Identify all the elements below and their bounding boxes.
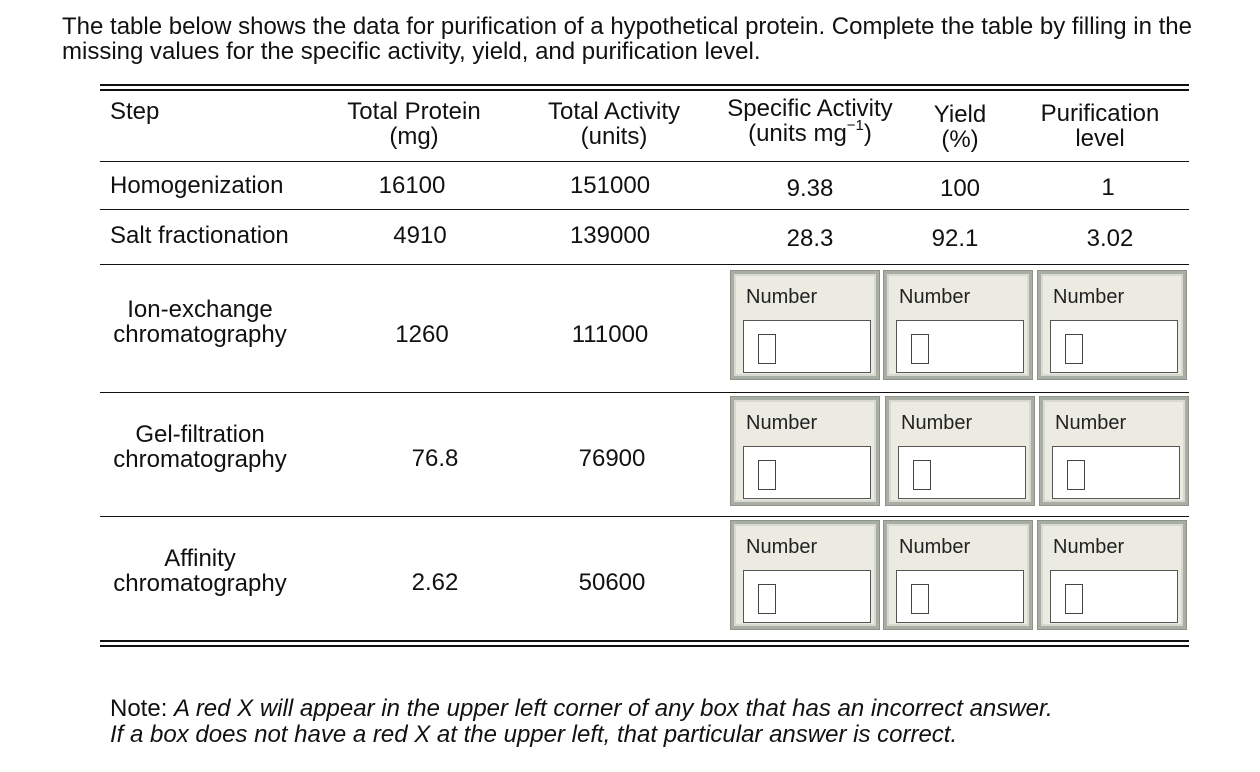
yield-value: 92.1 <box>931 225 979 252</box>
input-label: Number <box>1053 536 1125 558</box>
row-rule <box>100 209 1189 210</box>
total-protein-value: 16100 <box>378 172 446 199</box>
yield-answer-box <box>884 521 1032 629</box>
total-activity-value: 76900 <box>578 445 646 472</box>
total-protein-value: 76.8 <box>411 445 459 472</box>
purification-level-input[interactable] <box>1050 320 1178 373</box>
table-top-rule <box>100 84 1189 91</box>
purification-level-answer-box <box>1040 397 1188 505</box>
specific-activity-input[interactable] <box>743 570 871 623</box>
step-name: Homogenization <box>110 172 284 199</box>
row-rule <box>100 392 1189 393</box>
input-label: Number <box>1055 412 1127 434</box>
specific-activity-answer-box <box>731 271 879 379</box>
instructions-text: The table below shows the data for purification of a hypothetical protein. Complete the table by filling in the missing values for the specific activity, yield, and purification level. <box>62 13 1193 65</box>
purification-value: 3.02 <box>1086 225 1134 252</box>
purification-level-answer-box <box>1038 521 1186 629</box>
input-label: Number <box>901 412 973 434</box>
specific-activity-answer-box <box>731 397 879 505</box>
step-name: Ion-exchange chromatography <box>113 296 287 348</box>
total-protein-value: 2.62 <box>411 569 459 596</box>
row-rule <box>100 516 1189 517</box>
row-rule <box>100 264 1189 265</box>
purification-level-input[interactable] <box>1050 570 1178 623</box>
yield-input[interactable] <box>896 570 1024 623</box>
step-name: Affinity chromatography <box>113 545 287 597</box>
step-name: Salt fractionation <box>110 222 289 249</box>
note-text: Note: A red X will appear in the upper left corner of any box that has an incorrect answer. If a box does not have a red X at the upper left, that particular answer is correct. <box>110 695 1053 748</box>
total-activity-value: 151000 <box>569 172 651 199</box>
specific-activity-value: 28.3 <box>786 225 834 252</box>
total-protein-value: 1260 <box>395 321 449 348</box>
yield-input[interactable] <box>896 320 1024 373</box>
header-yield: Yield (%) <box>933 101 987 153</box>
header-total-activity: Total Activity (units) <box>547 98 681 150</box>
input-label: Number <box>746 286 818 308</box>
yield-answer-box <box>884 271 1032 379</box>
purification-level-answer-box <box>1038 271 1186 379</box>
total-protein-value: 4910 <box>393 222 447 249</box>
purification-value: 1 <box>1101 174 1115 201</box>
input-label: Number <box>1053 286 1125 308</box>
yield-answer-box <box>886 397 1034 505</box>
input-label: Number <box>899 286 971 308</box>
total-activity-value: 50600 <box>578 569 646 596</box>
yield-value: 100 <box>939 175 981 202</box>
purification-level-input[interactable] <box>1052 446 1180 499</box>
header-purification-level: Purification level <box>1040 100 1160 152</box>
total-activity-value: 139000 <box>569 222 651 249</box>
table-bottom-rule <box>100 640 1189 647</box>
input-label: Number <box>899 536 971 558</box>
header-total-protein: Total Protein (mg) <box>347 98 481 150</box>
step-name: Gel-filtration chromatography <box>113 421 287 473</box>
header-step: Step <box>110 98 160 125</box>
total-activity-value: 111000 <box>571 321 649 348</box>
header-rule <box>100 161 1189 162</box>
yield-input[interactable] <box>898 446 1026 499</box>
specific-activity-input[interactable] <box>743 320 871 373</box>
input-label: Number <box>746 536 818 558</box>
specific-activity-value: 9.38 <box>786 175 834 202</box>
specific-activity-answer-box <box>731 521 879 629</box>
input-label: Number <box>746 412 818 434</box>
header-specific-activity: Specific Activity (units $mg^{-1}$) <box>727 95 893 147</box>
specific-activity-input[interactable] <box>743 446 871 499</box>
